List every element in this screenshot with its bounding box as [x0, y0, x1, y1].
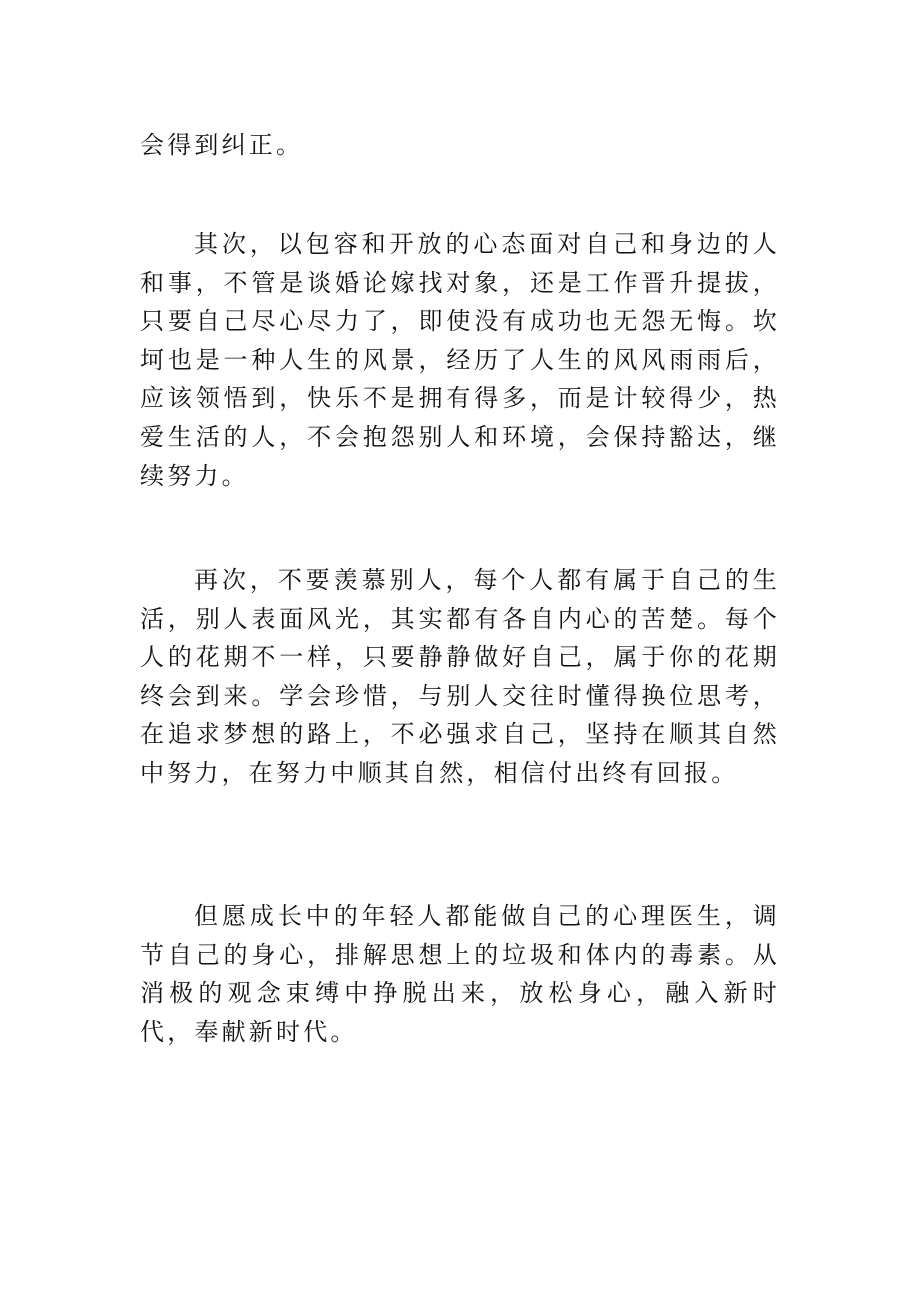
paragraph-continuation: 会得到纠正。 — [140, 131, 304, 159]
paragraph-closing: 但愿成长中的年轻人都能做自己的心理医生，调节自己的身心，排解思想上的垃圾和体内的毒素。从消极的观念束缚中挣脱出来，放松身心，融入新时代，奉献新时代。 — [140, 902, 780, 1046]
paragraph-second-point: 其次，以包容和开放的心态面对自己和身边的人和事，不管是谈婚论嫁找对象，还是工作晋升提拔，只要自己尽心尽力了，即使没有成功也无怨无悔。坎坷也是一种人生的风景，经历了人生的风风雨雨后，应该领悟到，快乐不是拥有得多，而是计较得少，热爱生活的人，不会抱怨别人和环境，会保持豁达，继续努力。 — [140, 230, 780, 490]
paragraph-third-point: 再次，不要羡慕别人，每个人都有属于自己的生活，别人表面风光，其实都有各自内心的苦楚。每个人的花期不一样，只要静静做好自己，属于你的花期终会到来。学会珍惜，与别人交往时懂得换位思考，在追求梦想的路上，不必强求自己，坚持在顺其自然中努力，在努力中顺其自然，相信付出终有回报。 — [140, 566, 780, 787]
